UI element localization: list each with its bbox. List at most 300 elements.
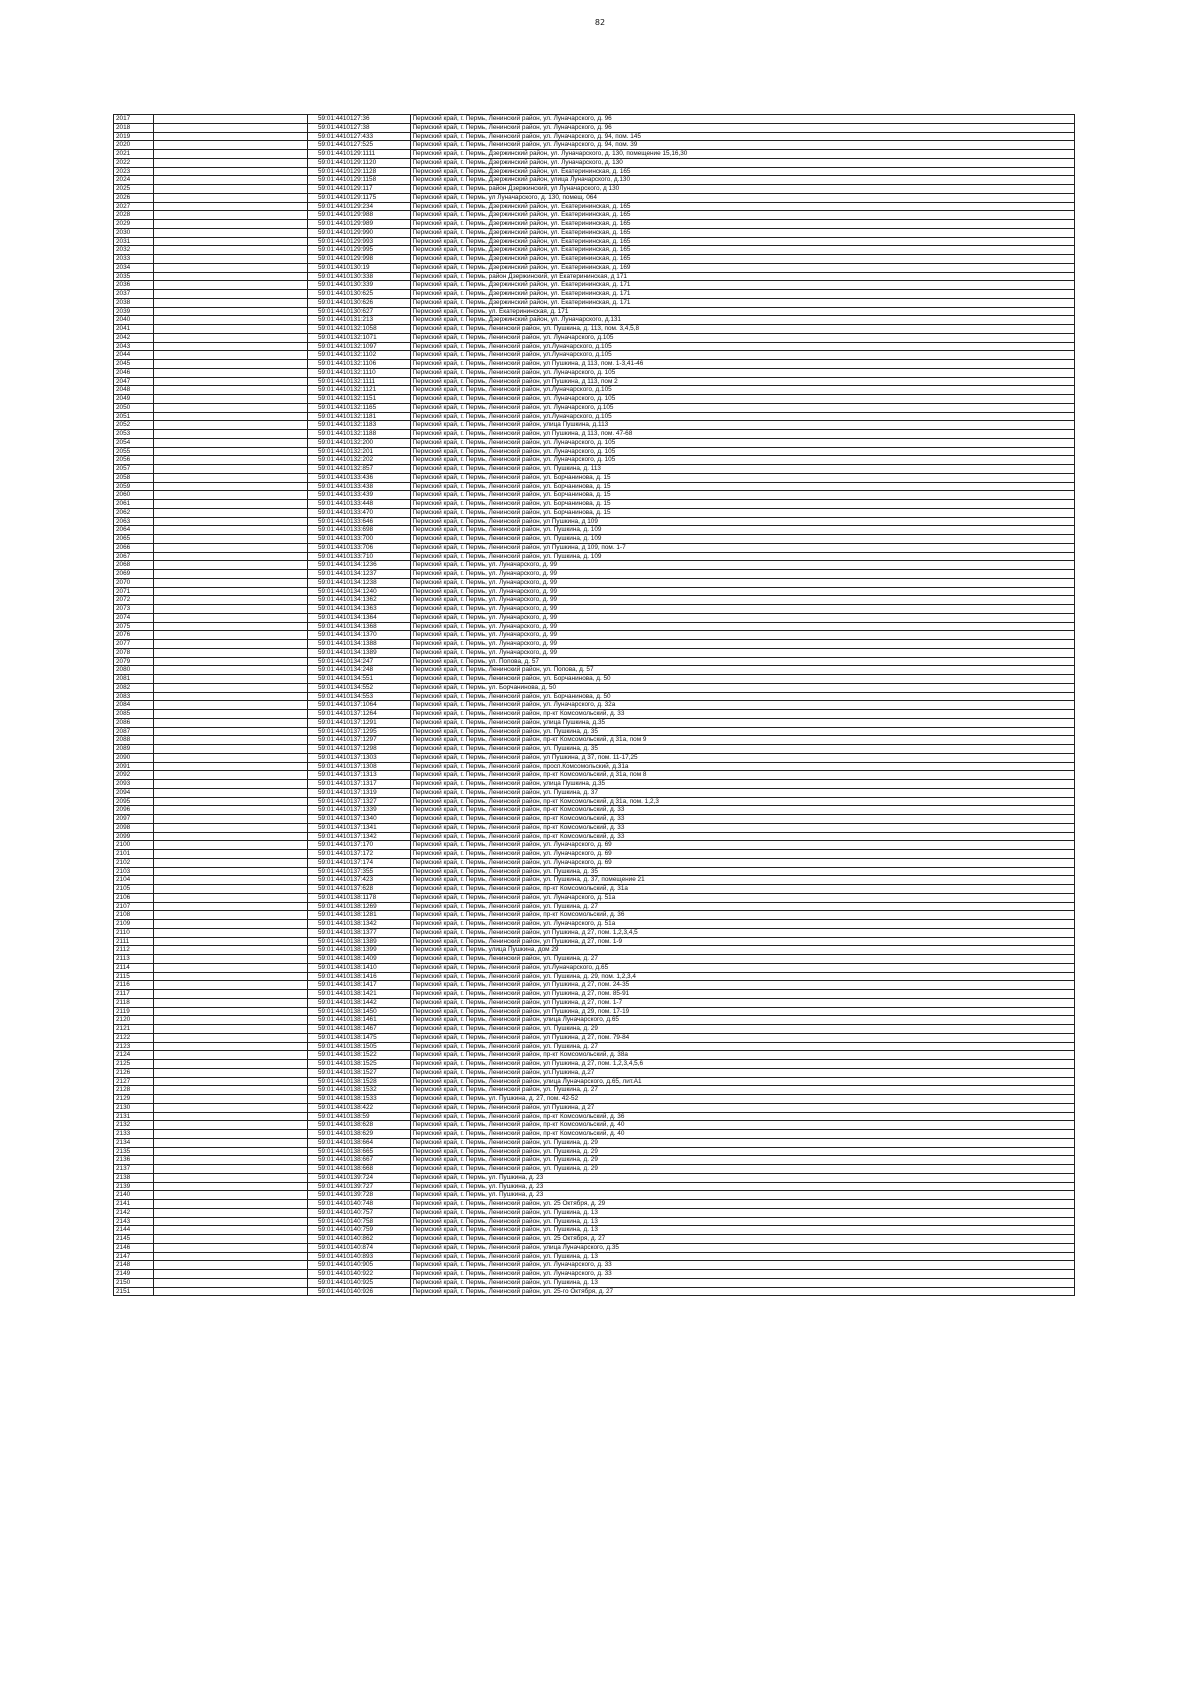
cadastral-number-cell: 59:01:4410133:448 xyxy=(308,500,411,509)
table-row xyxy=(114,876,1075,885)
blank-cell xyxy=(154,596,308,605)
table-row xyxy=(114,255,1075,264)
blank-cell xyxy=(154,692,308,701)
cadastral-number-cell: 59:01:4410137:1342 xyxy=(308,832,411,841)
address-cell: Пермский край, г. Пермь, Ленинский район, ул. Борчанинова, д. 50 xyxy=(410,675,1074,684)
address-cell: Пермский край, г. Пермь, Дзержинский район, ул. Луначарского, д. 130 xyxy=(410,158,1074,167)
table-row xyxy=(114,745,1075,754)
blank-cell xyxy=(154,290,308,299)
cadastral-number-cell: 59:01:4410127:38 xyxy=(308,123,411,132)
table-row xyxy=(114,158,1075,167)
row-number-cell: 2030 xyxy=(114,228,154,237)
blank-cell xyxy=(154,920,308,929)
table-row xyxy=(114,298,1075,307)
blank-cell xyxy=(154,797,308,806)
row-number-cell: 2047 xyxy=(114,377,154,386)
table-row xyxy=(114,193,1075,202)
address-cell: Пермский край, г. Пермь, Ленинский район, улица Луначарского, д.65, лит.А1 xyxy=(410,1077,1074,1086)
row-number-cell: 2133 xyxy=(114,1130,154,1139)
row-number-cell: 2119 xyxy=(114,1007,154,1016)
blank-cell xyxy=(154,990,308,999)
blank-cell xyxy=(154,657,308,666)
blank-cell xyxy=(154,771,308,780)
table-row xyxy=(114,788,1075,797)
cadastral-number-cell: 59:01:4410129:1158 xyxy=(308,176,411,185)
address-cell: Пермский край, г. Пермь, Дзержинский район, ул. Екатерининская, д. 165 xyxy=(410,246,1074,255)
table-row xyxy=(114,342,1075,351)
address-cell: Пермский край, г. Пермь, Ленинский район, пр-кт Комсомольский, д. 40 xyxy=(410,1130,1074,1139)
table-row xyxy=(114,526,1075,535)
address-cell: Пермский край, г. Пермь, ул. Луначарского, д. 99 xyxy=(410,570,1074,579)
table-row xyxy=(114,972,1075,981)
row-number-cell: 2089 xyxy=(114,745,154,754)
table-row xyxy=(114,1068,1075,1077)
blank-cell xyxy=(154,937,308,946)
row-number-cell: 2086 xyxy=(114,718,154,727)
table-row xyxy=(114,858,1075,867)
table-row xyxy=(114,1007,1075,1016)
address-cell: Пермский край, г. Пермь, ул. Пушкина, д. 27, пом. 42-52 xyxy=(410,1095,1074,1104)
row-number-cell: 2044 xyxy=(114,351,154,360)
address-cell: Пермский край, г. Пермь, Ленинский район, ул. Луначарского, д. 32а xyxy=(410,701,1074,710)
row-number-cell: 2022 xyxy=(114,158,154,167)
blank-cell xyxy=(154,395,308,404)
address-cell: Пермский край, г. Пермь, Ленинский район, ул. 25 Октября, д. 29 xyxy=(410,1200,1074,1209)
blank-cell xyxy=(154,255,308,264)
blank-cell xyxy=(154,1086,308,1095)
blank-cell xyxy=(154,272,308,281)
address-cell: Пермский край, г. Пермь, ул. Луначарского, д. 99 xyxy=(410,605,1074,614)
cadastral-number-cell: 59:01:4410137:1341 xyxy=(308,823,411,832)
table-row xyxy=(114,666,1075,675)
blank-cell xyxy=(154,220,308,229)
address-cell: Пермский край, г. Пермь, Ленинский район, ул Пушкина, д 113, пом. 47-68 xyxy=(410,430,1074,439)
table-row xyxy=(114,885,1075,894)
blank-cell xyxy=(154,727,308,736)
address-cell: Пермский край, г. Пермь, Ленинский район, ул. Пушкина, д. 29 xyxy=(410,1165,1074,1174)
cadastral-number-cell: 59:01:4410132:857 xyxy=(308,465,411,474)
cadastral-number-cell: 59:01:4410133:706 xyxy=(308,543,411,552)
address-cell: Пермский край, г. Пермь, район Дзержинский, ул Луначарского, д 130 xyxy=(410,185,1074,194)
row-number-cell: 2060 xyxy=(114,491,154,500)
address-cell: Пермский край, г. Пермь, улица Пушкина, дом 29 xyxy=(410,946,1074,955)
table-row xyxy=(114,596,1075,605)
cadastral-number-cell: 59:01:4410139:724 xyxy=(308,1173,411,1182)
address-cell: Пермский край, г. Пермь, ул. Попова, д. 57 xyxy=(410,657,1074,666)
row-number-cell: 2132 xyxy=(114,1121,154,1130)
address-cell: Пермский край, г. Пермь, Ленинский район, пр-кт Комсомольский, д. 31а xyxy=(410,885,1074,894)
blank-cell xyxy=(154,491,308,500)
table-row xyxy=(114,1226,1075,1235)
address-cell: Пермский край, г. Пермь, Ленинский район, ул. Пушкина, д. 13 xyxy=(410,1252,1074,1261)
cadastral-number-cell: 59:01:4410140:926 xyxy=(308,1287,411,1296)
row-number-cell: 2045 xyxy=(114,360,154,369)
address-cell: Пермский край, г. Пермь, Дзержинский район, ул. Екатерининская, д. 165 xyxy=(410,228,1074,237)
cadastral-number-cell: 59:01:4410138:629 xyxy=(308,1130,411,1139)
row-number-cell: 2034 xyxy=(114,263,154,272)
cadastral-number-cell: 59:01:4410129:1128 xyxy=(308,167,411,176)
blank-cell xyxy=(154,1121,308,1130)
address-cell: Пермский край, г. Пермь, Ленинский район, ул.Луначарского, д.105 xyxy=(410,351,1074,360)
row-number-cell: 2108 xyxy=(114,911,154,920)
blank-cell xyxy=(154,666,308,675)
blank-cell xyxy=(154,631,308,640)
row-number-cell: 2082 xyxy=(114,683,154,692)
table-row xyxy=(114,762,1075,771)
cadastral-number-cell: 59:01:4410134:551 xyxy=(308,675,411,684)
address-cell: Пермский край, г. Пермь, Ленинский район, ул. Луначарского, д. 51а xyxy=(410,893,1074,902)
address-cell: Пермский край, г. Пермь, ул. Луначарского, д. 99 xyxy=(410,561,1074,570)
cadastral-number-cell: 59:01:4410137:628 xyxy=(308,885,411,894)
blank-cell xyxy=(154,246,308,255)
table-row xyxy=(114,797,1075,806)
blank-cell xyxy=(154,1156,308,1165)
table-row xyxy=(114,150,1075,159)
address-cell: Пермский край, г. Пермь, Ленинский район, ул. Пушкина, д. 37, помещение 21 xyxy=(410,876,1074,885)
blank-cell xyxy=(154,1112,308,1121)
address-cell: Пермский край, г. Пермь, Ленинский район, ул. Луначарского, д.105 xyxy=(410,403,1074,412)
row-number-cell: 2139 xyxy=(114,1182,154,1191)
blank-cell xyxy=(154,570,308,579)
cadastral-number-cell: 59:01:4410138:667 xyxy=(308,1156,411,1165)
address-cell: Пермский край, г. Пермь, Дзержинский район, ул. Екатерининская, д. 165 xyxy=(410,202,1074,211)
table-row xyxy=(114,981,1075,990)
row-number-cell: 2091 xyxy=(114,762,154,771)
table-body xyxy=(114,115,1075,1296)
cadastral-number-cell: 59:01:4410132:1106 xyxy=(308,360,411,369)
table-row xyxy=(114,683,1075,692)
blank-cell xyxy=(154,386,308,395)
address-cell: Пермский край, г. Пермь, Ленинский район, ул Пушкина, д 27, пом. 24-35 xyxy=(410,981,1074,990)
address-cell: Пермский край, г. Пермь, Ленинский район, ул. Пушкина, д. 27 xyxy=(410,1042,1074,1051)
row-number-cell: 2083 xyxy=(114,692,154,701)
row-number-cell: 2042 xyxy=(114,333,154,342)
address-cell: Пермский край, г. Пермь, Ленинский район, ул. Луначарского, д. 96 xyxy=(410,123,1074,132)
blank-cell xyxy=(154,456,308,465)
cadastral-number-cell: 59:01:4410139:728 xyxy=(308,1191,411,1200)
cadastral-number-cell: 59:01:4410138:1528 xyxy=(308,1077,411,1086)
row-number-cell: 2106 xyxy=(114,893,154,902)
blank-cell xyxy=(154,876,308,885)
table-row xyxy=(114,561,1075,570)
table-row xyxy=(114,946,1075,955)
address-cell: Пермский край, г. Пермь, Ленинский район, ул. Луначарского, д. 69 xyxy=(410,858,1074,867)
row-number-cell: 2017 xyxy=(114,115,154,124)
cadastral-number-cell: 59:01:4410138:1421 xyxy=(308,990,411,999)
table-row xyxy=(114,867,1075,876)
row-number-cell: 2036 xyxy=(114,281,154,290)
cadastral-number-cell: 59:01:4410140:874 xyxy=(308,1243,411,1252)
table-row xyxy=(114,290,1075,299)
address-cell: Пермский край, г. Пермь, Ленинский район, улица Пушкина, д.35 xyxy=(410,718,1074,727)
blank-cell xyxy=(154,850,308,859)
cadastral-number-cell: 59:01:4410140:748 xyxy=(308,1200,411,1209)
address-cell: Пермский край, г. Пермь, Ленинский район, ул. Борчанинова, д. 15 xyxy=(410,491,1074,500)
row-number-cell: 2130 xyxy=(114,1103,154,1112)
row-number-cell: 2019 xyxy=(114,132,154,141)
cadastral-number-cell: 59:01:4410137:355 xyxy=(308,867,411,876)
row-number-cell: 2056 xyxy=(114,456,154,465)
blank-cell xyxy=(154,482,308,491)
address-cell: Пермский край, г. Пермь, Ленинский район, пр-кт Комсомольский, д. 40 xyxy=(410,1121,1074,1130)
row-number-cell: 2043 xyxy=(114,342,154,351)
address-cell: Пермский край, г. Пермь, Ленинский район, ул. Пушкина, д. 109 xyxy=(410,552,1074,561)
table-row xyxy=(114,211,1075,220)
blank-cell xyxy=(154,753,308,762)
blank-cell xyxy=(154,132,308,141)
table-row xyxy=(114,631,1075,640)
row-number-cell: 2057 xyxy=(114,465,154,474)
address-cell: Пермский край, г. Пермь, Ленинский район, ул. Пушкина, д. 29, пом. 1,2,3,4 xyxy=(410,972,1074,981)
address-cell: Пермский край, г. Пермь, Ленинский район, пр-кт Комсомольский, д. 33 xyxy=(410,823,1074,832)
blank-cell xyxy=(154,745,308,754)
table-row xyxy=(114,1156,1075,1165)
address-cell: Пермский край, г. Пермь, Ленинский район, ул. Луначарского, д. 96 xyxy=(410,115,1074,124)
blank-cell xyxy=(154,263,308,272)
address-cell: Пермский край, г. Пермь, Ленинский район, ул. Луначарского, д. 33 xyxy=(410,1270,1074,1279)
row-number-cell: 2142 xyxy=(114,1208,154,1217)
address-cell: Пермский край, г. Пермь, Ленинский район, ул Пушкина, д 27, пом. 79-84 xyxy=(410,1033,1074,1042)
cadastral-number-cell: 59:01:4410138:422 xyxy=(308,1103,411,1112)
blank-cell xyxy=(154,1007,308,1016)
address-cell: Пермский край, г. Пермь, Дзержинский район, ул. Екатерининская, д. 169 xyxy=(410,263,1074,272)
table-row xyxy=(114,710,1075,719)
row-number-cell: 2029 xyxy=(114,220,154,229)
blank-cell xyxy=(154,981,308,990)
cadastral-number-cell: 59:01:4410129:1111 xyxy=(308,150,411,159)
cadastral-number-cell: 59:01:4410138:1450 xyxy=(308,1007,411,1016)
table-row xyxy=(114,430,1075,439)
address-cell: Пермский край, г. Пермь, Ленинский район, ул.Луначарского, д.105 xyxy=(410,412,1074,421)
row-number-cell: 2123 xyxy=(114,1042,154,1051)
cadastral-number-cell: 59:01:4410138:1522 xyxy=(308,1051,411,1060)
cadastral-number-cell: 59:01:4410134:1364 xyxy=(308,613,411,622)
row-number-cell: 2105 xyxy=(114,885,154,894)
address-cell: Пермский край, г. Пермь, Ленинский район, ул. Пушкина, д. 13 xyxy=(410,1208,1074,1217)
address-cell: Пермский край, г. Пермь, Ленинский район, ул. Борчанинова, д. 50 xyxy=(410,692,1074,701)
table-row xyxy=(114,1235,1075,1244)
address-cell: Пермский край, г. Пермь, Ленинский район, пр-кт Комсомольский, д. 33 xyxy=(410,815,1074,824)
table-row xyxy=(114,1252,1075,1261)
blank-cell xyxy=(154,1016,308,1025)
table-row xyxy=(114,438,1075,447)
cadastral-number-cell: 59:01:4410129:995 xyxy=(308,246,411,255)
cadastral-number-cell: 59:01:4410138:1525 xyxy=(308,1060,411,1069)
blank-cell xyxy=(154,1138,308,1147)
blank-cell xyxy=(154,193,308,202)
cadastral-number-cell: 59:01:4410132:1058 xyxy=(308,325,411,334)
blank-cell xyxy=(154,1068,308,1077)
table-row xyxy=(114,307,1075,316)
cadastral-number-cell: 59:01:4410131:213 xyxy=(308,316,411,325)
table-row xyxy=(114,753,1075,762)
cadastral-number-cell: 59:01:4410133:438 xyxy=(308,482,411,491)
row-number-cell: 2126 xyxy=(114,1068,154,1077)
blank-cell xyxy=(154,1200,308,1209)
row-number-cell: 2084 xyxy=(114,701,154,710)
cadastral-number-cell: 59:01:4410138:59 xyxy=(308,1112,411,1121)
blank-cell xyxy=(154,841,308,850)
cadastral-number-cell: 59:01:4410127:36 xyxy=(308,115,411,124)
cadastral-number-cell: 59:01:4410132:200 xyxy=(308,438,411,447)
table-row xyxy=(114,552,1075,561)
row-number-cell: 2077 xyxy=(114,640,154,649)
row-number-cell: 2137 xyxy=(114,1165,154,1174)
address-cell: Пермский край, г. Пермь, Ленинский район, ул Пушкина, д 113, пом 2 xyxy=(410,377,1074,386)
table-row xyxy=(114,386,1075,395)
table-row xyxy=(114,185,1075,194)
address-cell: Пермский край, г. Пермь, ул. Борчанинова, д. 50 xyxy=(410,683,1074,692)
cadastral-number-cell: 59:01:4410134:1389 xyxy=(308,648,411,657)
cadastral-number-cell: 59:01:4410129:989 xyxy=(308,220,411,229)
row-number-cell: 2069 xyxy=(114,570,154,579)
row-number-cell: 2023 xyxy=(114,167,154,176)
blank-cell xyxy=(154,438,308,447)
cadastral-number-cell: 59:01:4410137:1291 xyxy=(308,718,411,727)
blank-cell xyxy=(154,368,308,377)
table-row xyxy=(114,605,1075,614)
address-cell: Пермский край, г. Пермь, Ленинский район, ул. Попова, д. 57 xyxy=(410,666,1074,675)
table-row xyxy=(114,368,1075,377)
cadastral-number-cell: 59:01:4410138:668 xyxy=(308,1165,411,1174)
cadastral-number-cell: 59:01:4410133:439 xyxy=(308,491,411,500)
cadastral-number-cell: 59:01:4410134:247 xyxy=(308,657,411,666)
table-row xyxy=(114,893,1075,902)
table-row xyxy=(114,832,1075,841)
row-number-cell: 2093 xyxy=(114,780,154,789)
row-number-cell: 2103 xyxy=(114,867,154,876)
address-cell: Пермский край, г. Пермь, Дзержинский район, ул. Екатерининская, д. 165 xyxy=(410,167,1074,176)
cadastral-number-cell: 59:01:4410138:1461 xyxy=(308,1016,411,1025)
address-cell: Пермский край, г. Пермь, Ленинский район, ул. Борчанинова, д. 15 xyxy=(410,473,1074,482)
blank-cell xyxy=(154,710,308,719)
table-row xyxy=(114,1200,1075,1209)
blank-cell xyxy=(154,1103,308,1112)
blank-cell xyxy=(154,298,308,307)
blank-cell xyxy=(154,885,308,894)
table-row xyxy=(114,508,1075,517)
table-row xyxy=(114,998,1075,1007)
blank-cell xyxy=(154,928,308,937)
blank-cell xyxy=(154,473,308,482)
row-number-cell: 2024 xyxy=(114,176,154,185)
address-cell: Пермский край, г. Пермь, Ленинский район, ул. Луначарского, д. 105 xyxy=(410,447,1074,456)
blank-cell xyxy=(154,517,308,526)
row-number-cell: 2092 xyxy=(114,771,154,780)
address-cell: Пермский край, г. Пермь, Ленинский район, ул. 25-го Октября, д. 27 xyxy=(410,1287,1074,1296)
row-number-cell: 2122 xyxy=(114,1033,154,1042)
table-row xyxy=(114,465,1075,474)
table-row xyxy=(114,1042,1075,1051)
cadastral-number-cell: 59:01:4410129:998 xyxy=(308,255,411,264)
blank-cell xyxy=(154,176,308,185)
row-number-cell: 2136 xyxy=(114,1156,154,1165)
blank-cell xyxy=(154,360,308,369)
blank-cell xyxy=(154,1025,308,1034)
cadastral-number-cell: 59:01:4410138:1389 xyxy=(308,937,411,946)
cadastral-number-cell: 59:01:4410129:117 xyxy=(308,185,411,194)
cadastral-number-cell: 59:01:4410132:1181 xyxy=(308,412,411,421)
address-cell: Пермский край, г. Пермь, Ленинский район, ул. Пушкина, д. 35 xyxy=(410,727,1074,736)
row-number-cell: 2095 xyxy=(114,797,154,806)
blank-cell xyxy=(154,893,308,902)
address-cell: Пермский край, г. Пермь, ул. Пушкина, д. 23 xyxy=(410,1173,1074,1182)
cadastral-number-cell: 59:01:4410134:1368 xyxy=(308,622,411,631)
address-cell: Пермский край, г. Пермь, Ленинский район, ул. Пушкина, д. 13 xyxy=(410,1217,1074,1226)
cadastral-number-cell: 59:01:4410132:1183 xyxy=(308,421,411,430)
blank-cell xyxy=(154,1226,308,1235)
blank-cell xyxy=(154,281,308,290)
cadastral-number-cell: 59:01:4410138:1532 xyxy=(308,1086,411,1095)
table-row xyxy=(114,570,1075,579)
table-row xyxy=(114,412,1075,421)
row-number-cell: 2111 xyxy=(114,937,154,946)
address-cell: Пермский край, г. Пермь, Дзержинский район, ул. Екатерининская, д. 171 xyxy=(410,290,1074,299)
address-cell: Пермский край, г. Пермь, Ленинский район, ул. Луначарского, д. 105 xyxy=(410,368,1074,377)
table-row xyxy=(114,1182,1075,1191)
cadastral-number-cell: 59:01:4410129:993 xyxy=(308,237,411,246)
table-row xyxy=(114,806,1075,815)
cadastral-number-cell: 59:01:4410133:700 xyxy=(308,535,411,544)
cadastral-number-cell: 59:01:4410138:1527 xyxy=(308,1068,411,1077)
address-cell: Пермский край, г. Пермь, ул. Пушкина, д. 23 xyxy=(410,1182,1074,1191)
address-cell: Пермский край, г. Пермь, Ленинский район, ул. Борчанинова, д. 15 xyxy=(410,500,1074,509)
cadastral-number-cell: 59:01:4410138:628 xyxy=(308,1121,411,1130)
blank-cell xyxy=(154,1278,308,1287)
table-row xyxy=(114,841,1075,850)
row-number-cell: 2097 xyxy=(114,815,154,824)
blank-cell xyxy=(154,736,308,745)
address-cell: Пермский край, г. Пермь, ул. Луначарского, д. 99 xyxy=(410,578,1074,587)
table-row xyxy=(114,325,1075,334)
address-cell: Пермский край, г. Пермь, Ленинский район, ул. Луначарского, д. 33 xyxy=(410,1261,1074,1270)
row-number-cell: 2147 xyxy=(114,1252,154,1261)
blank-cell xyxy=(154,946,308,955)
blank-cell xyxy=(154,202,308,211)
blank-cell xyxy=(154,701,308,710)
table-row xyxy=(114,482,1075,491)
address-cell: Пермский край, г. Пермь, ул. Луначарского, д. 99 xyxy=(410,587,1074,596)
address-cell: Пермский край, г. Пермь, Ленинский район, ул. 25 Октября, д. 27 xyxy=(410,1235,1074,1244)
row-number-cell: 2124 xyxy=(114,1051,154,1060)
table-row xyxy=(114,141,1075,150)
table-row xyxy=(114,517,1075,526)
cadastral-number-cell: 59:01:4410132:1110 xyxy=(308,368,411,377)
table-row xyxy=(114,237,1075,246)
blank-cell xyxy=(154,1077,308,1086)
row-number-cell: 2100 xyxy=(114,841,154,850)
table-row xyxy=(114,1261,1075,1270)
address-cell: Пермский край, г. Пермь, Ленинский район, ул. Луначарского, д. 51а xyxy=(410,920,1074,929)
row-number-cell: 2129 xyxy=(114,1095,154,1104)
cadastral-number-cell: 59:01:4410137:1298 xyxy=(308,745,411,754)
address-cell: Пермский край, г. Пермь, Ленинский район, ул. Борчанинова, д. 15 xyxy=(410,482,1074,491)
address-cell: Пермский край, г. Пермь, Ленинский район, ул. Пушкина, д. 37 xyxy=(410,788,1074,797)
cadastral-number-cell: 59:01:4410137:1303 xyxy=(308,753,411,762)
blank-cell xyxy=(154,1182,308,1191)
row-number-cell: 2150 xyxy=(114,1278,154,1287)
address-cell: Пермский край, г. Пермь, Ленинский район, ул. Луначарского, д. 105 xyxy=(410,438,1074,447)
address-cell: Пермский край, г. Пермь, Ленинский район, ул. Пушкина, д. 27 xyxy=(410,955,1074,964)
blank-cell xyxy=(154,622,308,631)
table-row xyxy=(114,360,1075,369)
row-number-cell: 2144 xyxy=(114,1226,154,1235)
address-cell: Пермский край, г. Пермь, Ленинский район, пр-кт Комсомольский, д. 38а xyxy=(410,1051,1074,1060)
cadastral-number-cell: 59:01:4410127:433 xyxy=(308,132,411,141)
cadastral-number-cell: 59:01:4410132:1071 xyxy=(308,333,411,342)
address-cell: Пермский край, г. Пермь, Ленинский район, улица Пушкина, д.35 xyxy=(410,780,1074,789)
blank-cell xyxy=(154,403,308,412)
